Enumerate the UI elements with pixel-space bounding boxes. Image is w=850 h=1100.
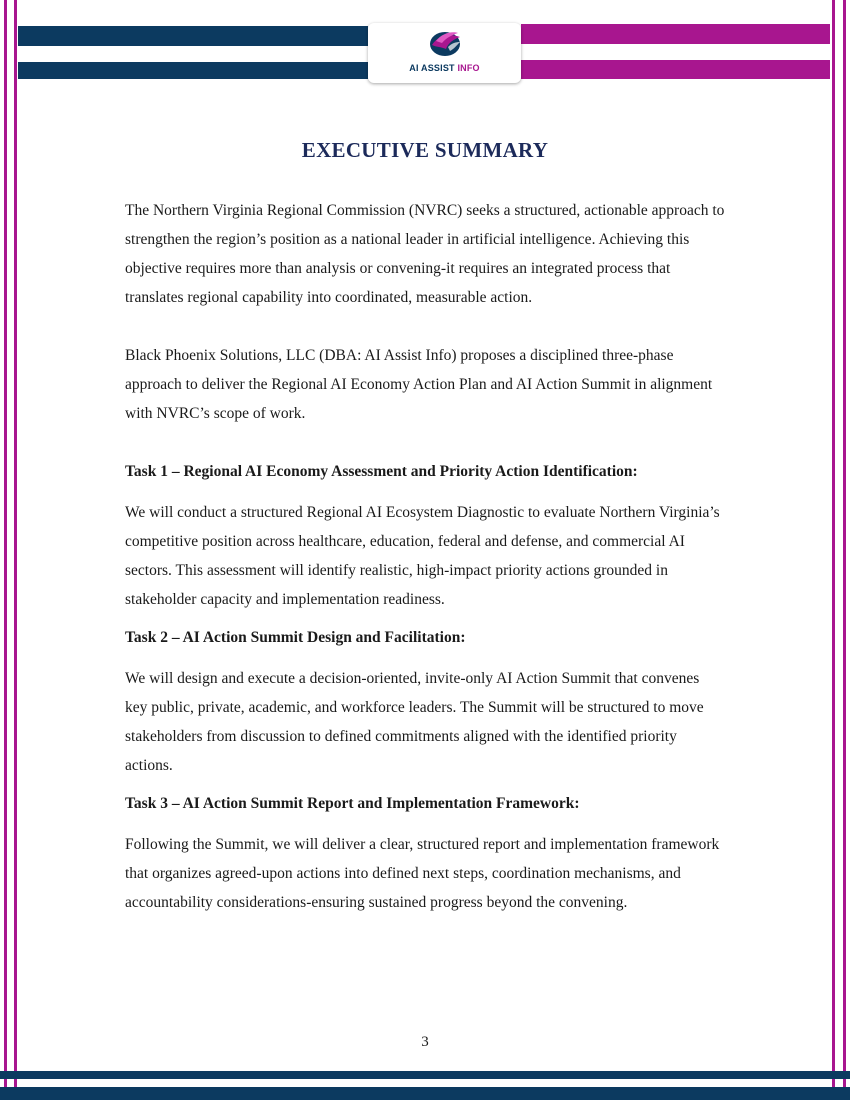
- task-2-body: We will design and execute a decision-oriented, invite-only AI Action Summit that convenes key public, private, academic, and workforce leaders. The Summit will be structured to move stakeholders from discussion to defined commitments aligned with the identified priority actions.: [125, 670, 704, 774]
- page-title: EXECUTIVE SUMMARY: [301, 138, 549, 162]
- task-3-body: Following the Summit, we will deliver a clear, structured report and implementation framework that organizes agreed-upon actions into defined next steps, coordination mechanisms, and accountability considerations-ensuring sustained progress beyond the convening.: [125, 836, 720, 911]
- logo-wordmark: [368, 63, 521, 73]
- footer-band-top: [0, 1071, 850, 1079]
- logo-icon: [428, 27, 462, 57]
- task-1-body: We will conduct a structured Regional AI Ecosystem Diagnostic to evaluate Northern Virginia’s competitive position across healthcare, education, federal and defense, and commercial AI sectors. This assessment will identify realistic, high-impact priority actions grounded in stakeholder capacity and implementation readiness.: [125, 504, 720, 608]
- task-2-heading: Task 2 – AI Action Summit Design and Facilitation:: [125, 629, 466, 646]
- header-band-navy-bottom: [18, 62, 368, 79]
- logo-text-accent: INFO: [457, 63, 480, 73]
- document-body: [125, 196, 725, 917]
- task-3-heading: Task 3 – AI Action Summit Report and Implementation Framework:: [125, 795, 580, 812]
- header-band-navy-top: [18, 26, 368, 46]
- footer-band-bottom: [0, 1087, 850, 1100]
- left-border-inner: [14, 0, 17, 1100]
- left-border-outer: [4, 0, 7, 1100]
- intro-paragraph-1: The Northern Virginia Regional Commission (NVRC) seeks a structured, actionable approach to strengthen the region’s position as a national leader in artificial intelligence. Achieving this objective requires more than analysis or convening-it requires an integrated process that translates regional capability into coordinated, measurable action.: [125, 202, 725, 306]
- intro-paragraph-2: Black Phoenix Solutions, LLC (DBA: AI Assist Info) proposes a disciplined three-phase approach to deliver the Regional AI Economy Action Plan and AI Action Summit in alignment with NVRC’s scope of work.: [125, 347, 713, 422]
- page-number: 3: [421, 1034, 429, 1050]
- right-border-outer: [843, 0, 846, 1100]
- logo-text-primary: AI ASSIST: [409, 63, 455, 73]
- header-band-magenta-top: [521, 24, 830, 44]
- company-logo: [368, 23, 521, 83]
- task-1-heading: Task 1 – Regional AI Economy Assessment and Priority Action Identification:: [125, 463, 638, 480]
- header-band-magenta-bottom: [521, 60, 830, 79]
- right-border-inner: [832, 0, 835, 1100]
